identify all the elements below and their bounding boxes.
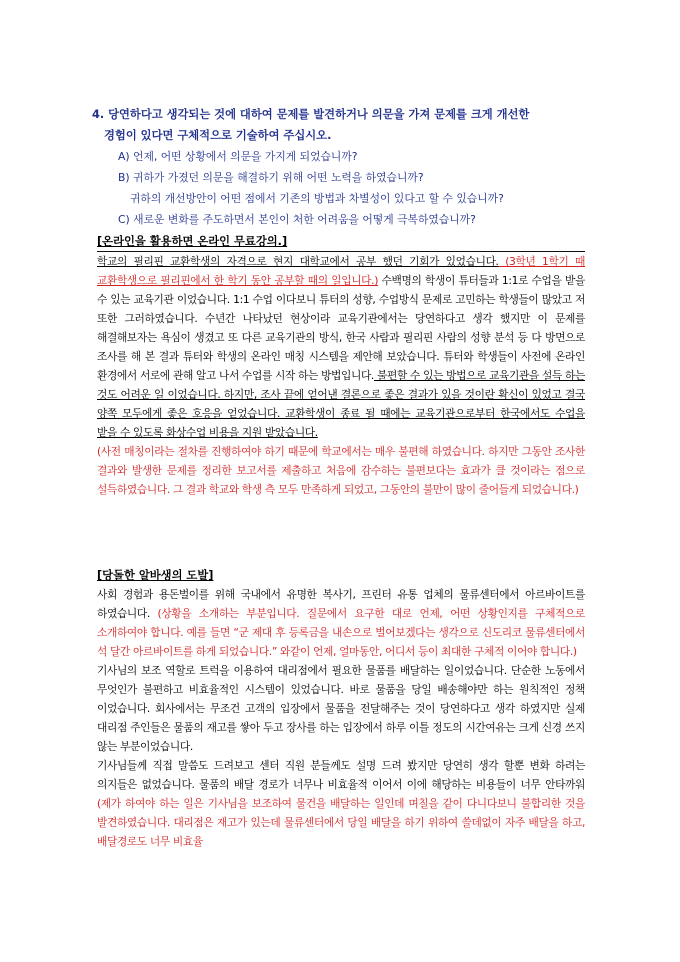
question-sub-b: B) 귀하가 가졌던 의문을 해결하기 위해 어떤 노력을 하였습니까? — [118, 171, 424, 184]
section-online — [97, 232, 585, 499]
question-title-line1: 4. 당연하다고 생각되는 것에 대하여 문제를 발견하거나 의문을 가져 문제를 크게 개선한 — [92, 108, 530, 121]
section1-p1-note: (3학년 1학기 때 교환학생으로 필리핀에서 한 학기 동안 공부할 때의 일입니다.) — [97, 255, 585, 287]
section2-p3-note: (제가 하여야 하는 일은 기사님을 보조하여 물건을 배달하는 일인데 며칠을 같이 다니다보니 불합리한 것을 발견하였습니다. 대리점은 재고가 있는데 물류센터에서 당일 배달을 하기 위하여 쓸데없이 자주 배달을 하고, 배달경로도 너무 비효율 — [97, 797, 585, 848]
section1-p1-body: 수백명의 학생이 튜터들과 1:1로 수업을 받을 수 있는 교육기관 이었습니다. 1:1 수업 이다보니 튜터의 성향, 수업방식 문제로 고민하는 학생들이 많았고 저 또한 그러하였습니다. 수년간 나타났던 현상이라 교육기관에서는 당연하다고 생각 했지만 이 문제를 해결해보자는 욕심이 생겼고 또 다른 교육기관의 방식, 한국 사람과 필리핀 사람의 성향 분석 등 다 방면으로 조사를 해 본 결과 튜터와 학생의 온라인 매칭 시스템을 제안해 보았습니다. 튜터와 학생들이 사전에 온라인 환경에서 서로에 관해 알고 나서 수업를 시작 하는 방법입니다. — [97, 274, 585, 382]
question-block — [92, 104, 592, 230]
question-sub-a: A) 언제, 어떤 상황에서 의문을 가지게 되었습니까? — [118, 150, 358, 163]
question-title-line2: 경험이 있다면 구체적으로 기술하여 주십시오. — [104, 129, 332, 142]
section1-heading: [온라인을 활용하면 온라인 무료강의.] — [97, 235, 288, 248]
section1-p1-result: 불편할 수 있는 방법으로 교육기관을 설득 하는 것도 어려운 일 이었습니다. 하지만, 조사 끝에 얻어낸 결론으로 좋은 결과가 있을 것이란 확신이 있었고 결국 양쪽 모두에게 좋은 호응을 얻었습니다. 교환학생이 종료 될 때에는 교육기관으로부터 한국에서도 수업을 받을 수 있도록 화상수업 비용을 지원 받았습니다. — [97, 369, 586, 439]
section2-p3-body: 기사님들께 직접 말씀도 드려보고 센터 직원 분들께도 설명 드려 봤지만 당연히 생각 할뿐 변화 하려는 의지들은 없었습니다. 물품의 배달 경로가 너무나 비효율적 이어서 이에 해당하는 비용들이 너무 안타까워 — [97, 759, 585, 791]
section2-paragraph2: 기사님의 보조 역할로 트럭을 이용하여 대리점에서 필요한 물품를 배달하는 일이었습니다. 단순한 노동에서 무엇인가 불편하고 비효율적인 시스템이 있었습니다. 바로 물품을 당일 배송해야만 하는 원칙적인 정책 이었습니다. 회사에서는 무조건 고객의 입장에서 물품을 전달해주는 것이 당연하다고 생각 하였지만 실제 대리점 주인들은 물품의 재고를 쌓아 두고 장사를 하는 입장에서 하루 이틀 정도의 시간여유는 크게 신경 쓰지 않는 부분이었습니다. — [97, 664, 585, 753]
section2-heading: [당돌한 알바생의 도발] — [97, 569, 214, 582]
section-parttime — [97, 566, 585, 851]
section1-red-note: (사전 매칭이라는 절차를 진행하여야 하기 때문에 학교에서는 매우 불편해 하였습니다. 하지만 그동안 조사한 결과와 발생한 문제를 정리한 보고서를 제출하고 처음에 감수하는 불편보다는 효과가 클 것이라는 점으로 설득하였습니다. 그 결과 학교와 학생 측 모두 만족하게 되었고, 그동안의 불만이 많이 줄어들게 되었습니다.) — [97, 445, 585, 496]
section2-paragraph3 — [97, 756, 585, 851]
section2-p1-note: (상황을 소개하는 부분입니다. 질문에서 요구한 대로 언제, 어떤 상황인지를 구체적으로 소개하여야 합니다. 예를 들면 “군 제대 후 등록금을 내손으로 벌어보겠다는 생각으로 신도리코 물류센터에서 석 달간 아르바이트를 하게 되었습니다.” 와같이 언제, 얼마동안, 어디서 등이 최대한 구체적 이어야 합니다.) — [97, 607, 585, 658]
section1-p1-underlined: 학교의 필리핀 교환학생의 자격으로 현지 대학교에서 공부 했던 기회가 있었습니다. — [97, 255, 499, 268]
section2-paragraph1 — [97, 585, 585, 661]
question-sub-c: C) 새로운 변화를 주도하면서 본인이 처한 어려움을 어떻게 극복하였습니까? — [118, 213, 476, 226]
question-sub-b2: 귀하의 개선방안이 어떤 점에서 기존의 방법과 차별성이 있다고 할 수 있습니까? — [130, 192, 504, 205]
section2-p1-body: 사회 경험과 용돈벌이를 위해 국내에서 유명한 복사기, 프린터 유통 업체의 물류센터에서 아르바이트를 하였습니다. — [97, 588, 585, 620]
section1-paragraph — [97, 252, 585, 442]
